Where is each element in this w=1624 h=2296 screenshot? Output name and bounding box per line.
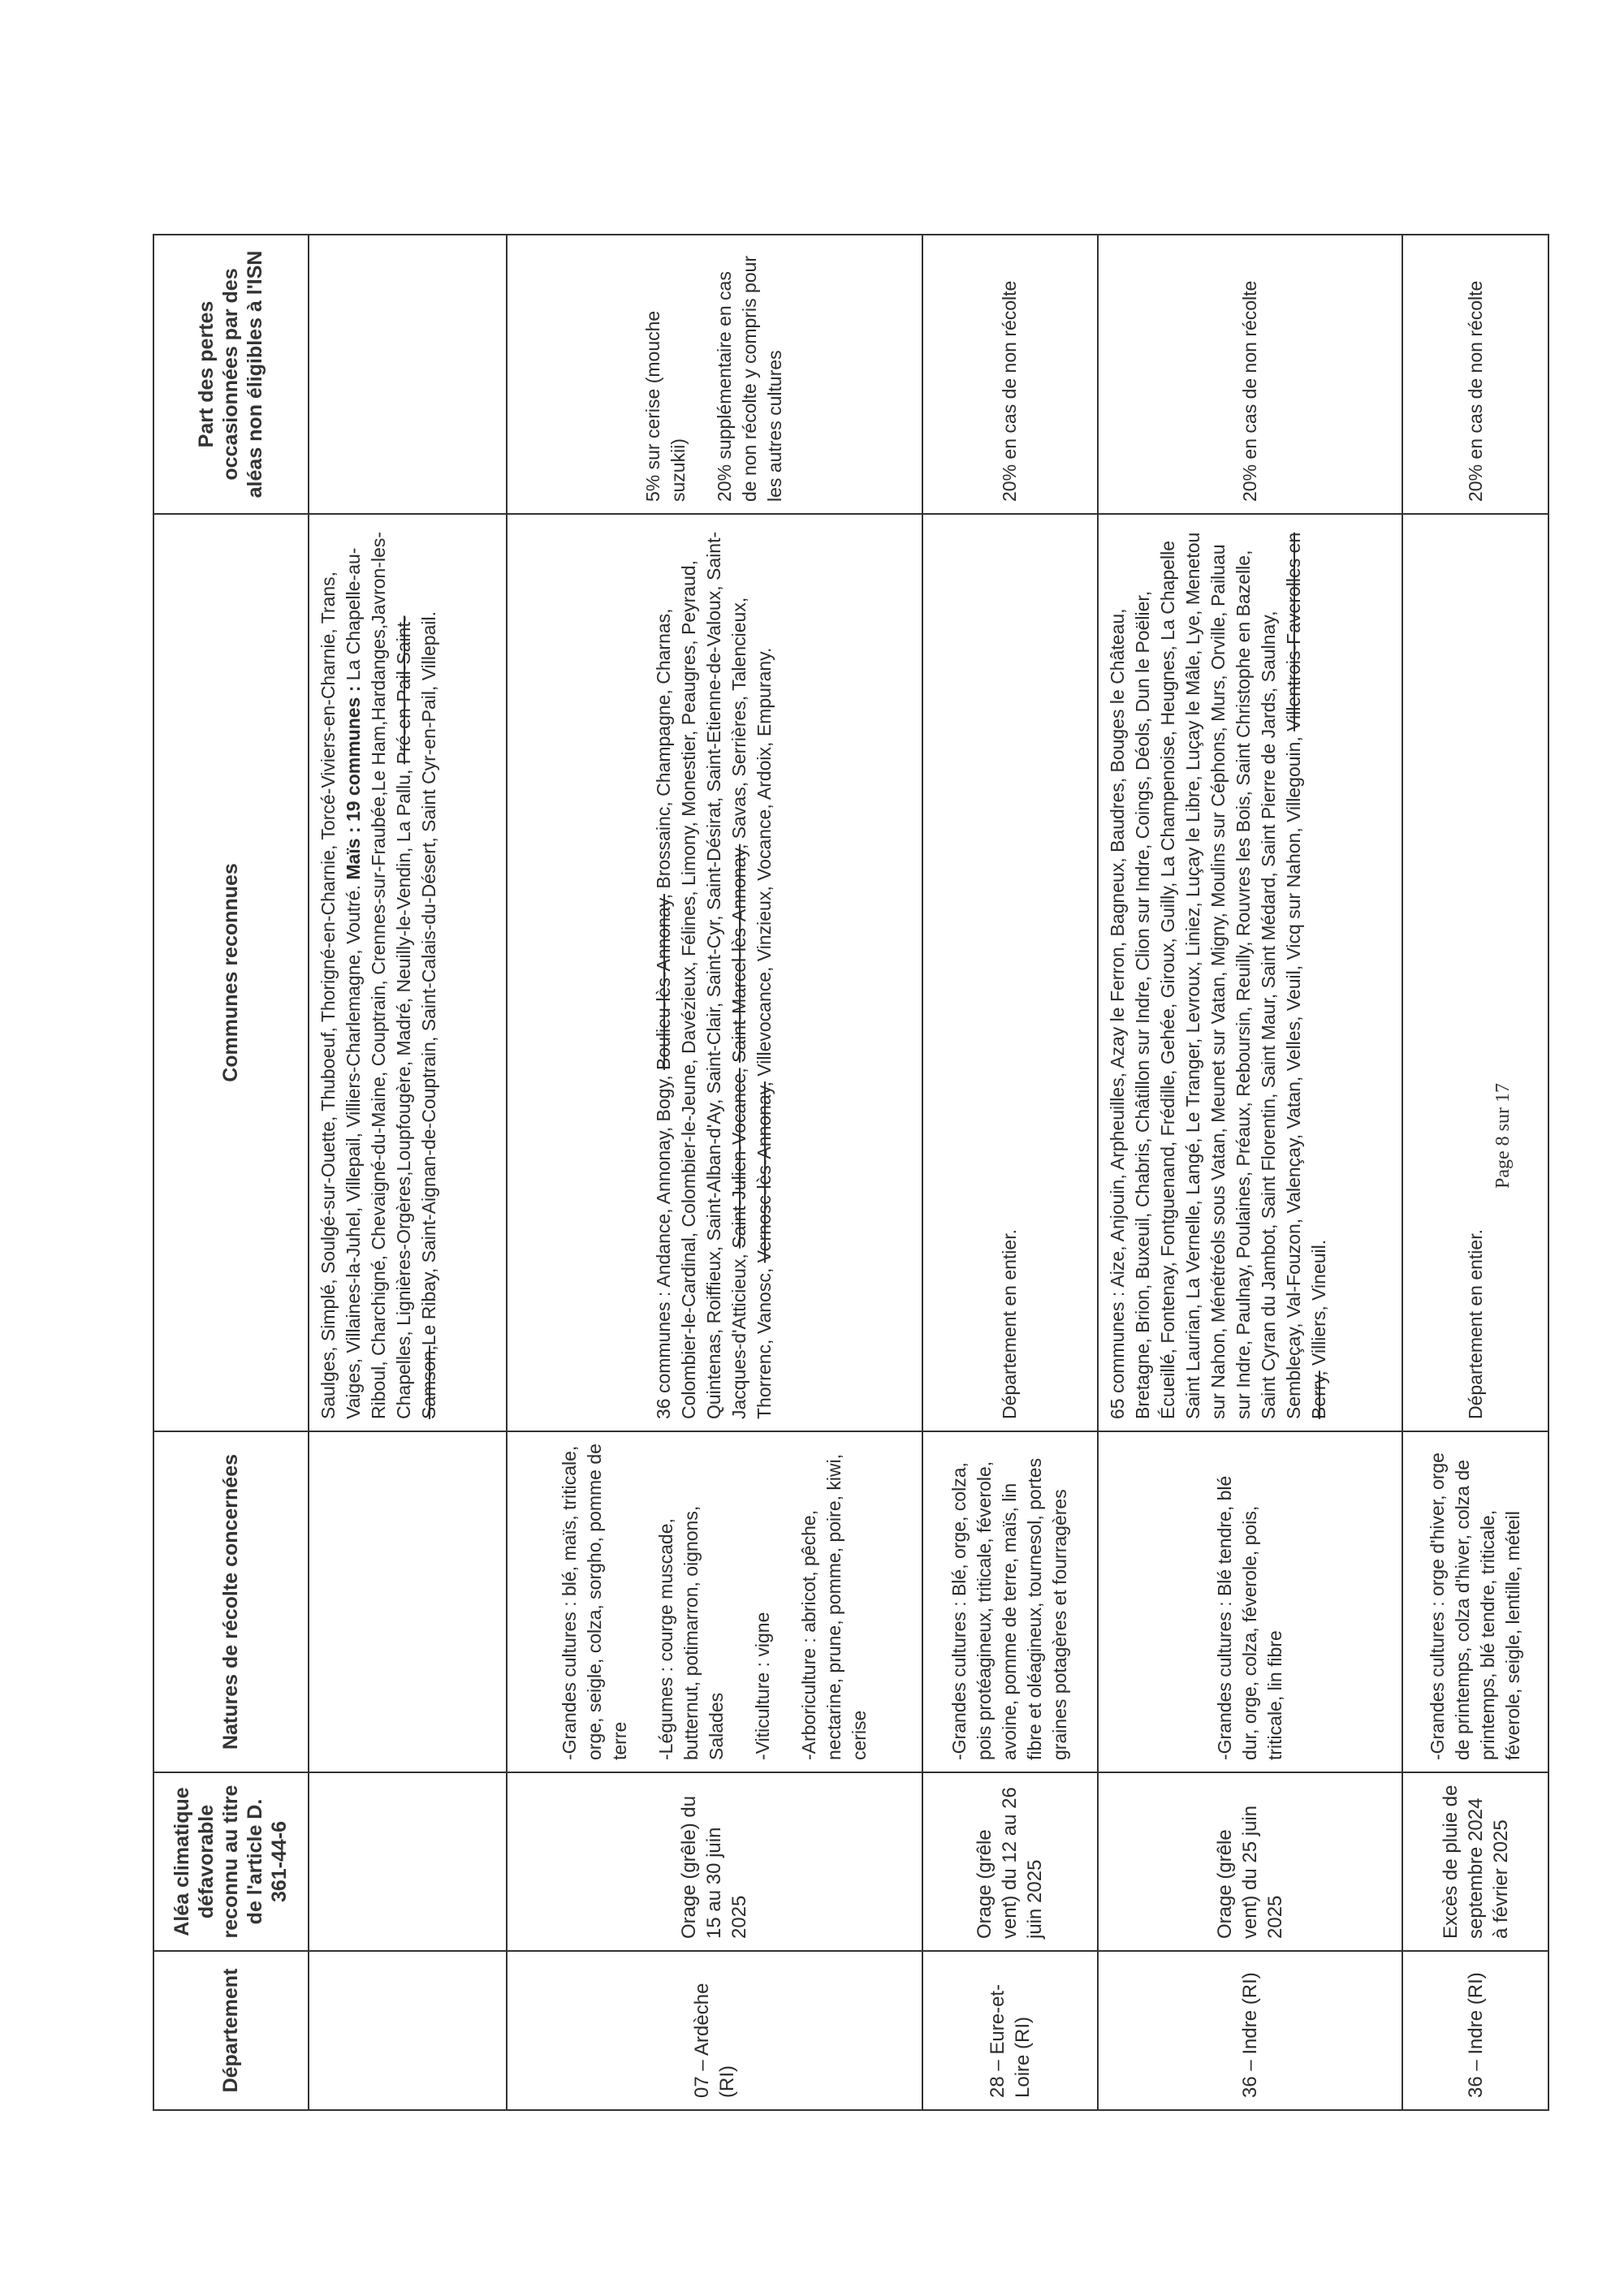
cell-natures <box>309 1431 507 1772</box>
nature-item: -Grandes cultures : Blé tendre, blé dur, orge, colza, féverole, pois, triticale, lin fibre <box>1214 1475 1286 1760</box>
cell-natures <box>1098 1431 1402 1772</box>
communes-mais-text: La Chapelle-au-Riboul, Charchigné, Chevaigné-du-Maine, Couptrain, Crennes-sur-Fraubée,Le Ham,Hardanges,Javron-les-Chapelles, Lignières-Orgères,Loupfougère, Madré, Neuilly-le-Vendin, La Pallu, <box>342 531 414 1419</box>
cell-communes <box>507 514 922 1431</box>
communes-struck-name: Saint-Marcel-lès-Annonay, <box>728 844 750 1063</box>
communes-text: Savas, Serrières, Talencieux, Thorrenc, Vanosc, <box>728 597 775 1419</box>
nature-item: -Grandes cultures : Blé, orge, colza, pois protéagineux, triticale, féverole, avoine, pomme de terre, maïs, lin fibre et oléagineux, tournesol, portes graines potagères et fourragères <box>948 1457 1071 1760</box>
cell-departement: 28 – Eure-et-Loire (RI) <box>922 1951 1098 2110</box>
communes-mais-label: Maïs : 19 communes : <box>342 685 364 880</box>
header-part: Part des pertes occasionnées par des aléas non éligibles à l'ISN <box>153 235 309 514</box>
communes-struck-name: Boulieu-lès-Annonay, <box>653 894 675 1070</box>
cell-alea <box>309 1772 507 1951</box>
cell-natures <box>507 1431 922 1772</box>
cell-part <box>507 235 922 514</box>
nature-item: -Grandes cultures : blé, maïs, triticale, orge, seigle, colza, sorgho, pomme de terre <box>558 1444 630 1760</box>
communes-mais-end: Le Ribay, Saint-Aignan-de-Couptrain, Saint-Calais-du-Désert, Saint Cyr-en-Pail, Villepail. <box>417 611 439 1346</box>
cell-part <box>309 235 507 514</box>
communes-struck-name: Pré-en-Pail-Saint-Samson, <box>392 615 439 1419</box>
nature-item: -Légumes : courge muscade, butternut, potimarron, oignons, Salades <box>654 1505 727 1760</box>
cell-communes <box>1098 514 1402 1431</box>
table-row <box>922 235 1098 2110</box>
cell-alea: Orage (grêle vent) du 12 au 26 juin 2025 <box>922 1772 1098 1951</box>
page-number: Page 8 sur 17 <box>1492 1083 1514 1189</box>
header-natures: Natures de récolte concernées <box>153 1431 309 1772</box>
nature-item: -Arboriculture : abricot, pêche, nectarine, prune, pomme, poire, kiwi, cerise <box>797 1453 870 1760</box>
cell-communes: Département en entier. <box>922 514 1098 1431</box>
part-item: 20% en cas de non récolte <box>1239 280 1261 502</box>
part-item: 20% en cas de non récolte <box>1464 280 1486 502</box>
table-row <box>507 235 922 2110</box>
cell-alea: Orage (grêle) du 15 au 30 juin 2025 <box>507 1772 922 1951</box>
cell-departement: 07 – Ardèche (RI) <box>507 1951 922 2110</box>
cell-communes <box>309 514 507 1431</box>
header-alea: Aléa climatique défavorable reconnu au titre de l'article D. 361-44-6 <box>153 1772 309 1951</box>
communes-struck-name: Saint-Julien-Vocance, <box>728 1068 750 1249</box>
cell-part <box>1402 235 1548 514</box>
communes-text: Villiers, Vineuil. <box>1308 1239 1330 1366</box>
cell-alea: Excès de pluie de septembre 2024 à février 2025 <box>1402 1772 1548 1951</box>
cell-departement <box>309 1951 507 2110</box>
communes-struck-name: Vernosc-lès-Annonay, <box>754 1081 775 1263</box>
table-row <box>1098 235 1402 2110</box>
communes-intro: Saulges, Simplé, Soulgé-sur-Ouette, Thuboeuf, Thorigné-en-Charnie, Torcé-Viviers-en-Charnie, Trans, Vaiges, Villaines-la-Juhel, Villepail, Villiers-Charlemagne, Voutré. <box>317 571 364 1419</box>
header-communes: Communes reconnues <box>153 514 309 1431</box>
table-row <box>309 235 507 2110</box>
header-departement: Département <box>153 1951 309 2110</box>
aleas-table <box>153 234 1549 2111</box>
communes-text: Villevocance, Vinzieux, Vocance, Ardoix, Empurany. <box>754 647 775 1077</box>
nature-item: -Viticulture : vigne <box>751 1612 773 1760</box>
nature-item: -Grandes cultures : orge d'hiver, orge de printemps, colza d'hiver, colza de printemps, blé tendre, triticale, féverole, seigle, lentille, méteil <box>1427 1452 1524 1760</box>
cell-departement: 36 – Indre (RI) <box>1098 1951 1402 2110</box>
cell-departement: 36 – Indre (RI) <box>1402 1951 1548 2110</box>
communes-text: 65 communes : Aize, Anjouin, Arpheuilles, Azay le Ferron, Bagneux, Baudres, Bouges le Château, Bretagne, Brion, Buxeuil, Chabris, Châtillon sur Indre, Clion sur Indre, Coings, Déols, Dun le Poëlier, Écueillé, Fontenay, Fontguenand, Frédille, Gehée, Giroux, Guilly, La Champenoise, Heugnes, La Chapelle Saint Laurian, La Vernelle, Langé, Le Tranger, Levroux, Liniez, Luçay le Libre, Luçay le Mâle, Lye, Menetou sur Nahon, Ménétréols sous Vatan, Meunet sur Vatan, Migny, Moulins sur Céphons, Murs, Orville, Pailuau sur Indre, Paulnay, Poulaines, Préaux, Reboursin, Reuilly, Rouvres les Bois, Saint Christophe en Bazelle, Saint Cyran du Jambot, Saint Florentin, Saint Maur, Saint Médard, Saint Pierre de Jards, Saulnay, Sembleçay, Val-Fouzon, Valençay, Vatan, Velles, Veuil, Vicq sur Nahon, Villegouin, <box>1107 532 1305 1419</box>
cell-natures <box>922 1431 1098 1772</box>
cell-part <box>1098 235 1402 514</box>
cell-communes: Département en entier. <box>1402 514 1548 1431</box>
communes-text: Brossainc, Champagne, Charnas, Colombier-le-Cardinal, Colombier-le-Jeune, Davézieux, Félines, Limony, Monestier, Peaugres, Peyraud, Quintenas, Roiffieux, Saint-Alban-d'Ay, Saint-Clair, Saint-Cyr, Saint-Désirat, Saint-Etienne-de-Valoux, Saint-Jacques-d'Atticieux, <box>653 531 750 1419</box>
cell-alea: Orage (grêle vent) du 25 juin 2025 <box>1098 1772 1402 1951</box>
table-header-row <box>153 235 309 2110</box>
communes-text: 36 communes : Andance, Annonay, Bogy, <box>653 1075 675 1419</box>
cell-natures <box>1402 1431 1548 1772</box>
part-item: 20% en cas de non récolte <box>999 280 1021 502</box>
cell-part <box>922 235 1098 514</box>
part-item: 20% supplémentaire en cas de non récolte y compris pour les autres cultures <box>714 256 786 502</box>
communes-struck-name: Villentrois-Faverolles en Berry, <box>1283 532 1330 1419</box>
rotated-page-content <box>153 235 1549 2111</box>
part-item: 5% sur cerise (mouche suzukii) <box>642 310 689 502</box>
table-row <box>1402 235 1548 2110</box>
